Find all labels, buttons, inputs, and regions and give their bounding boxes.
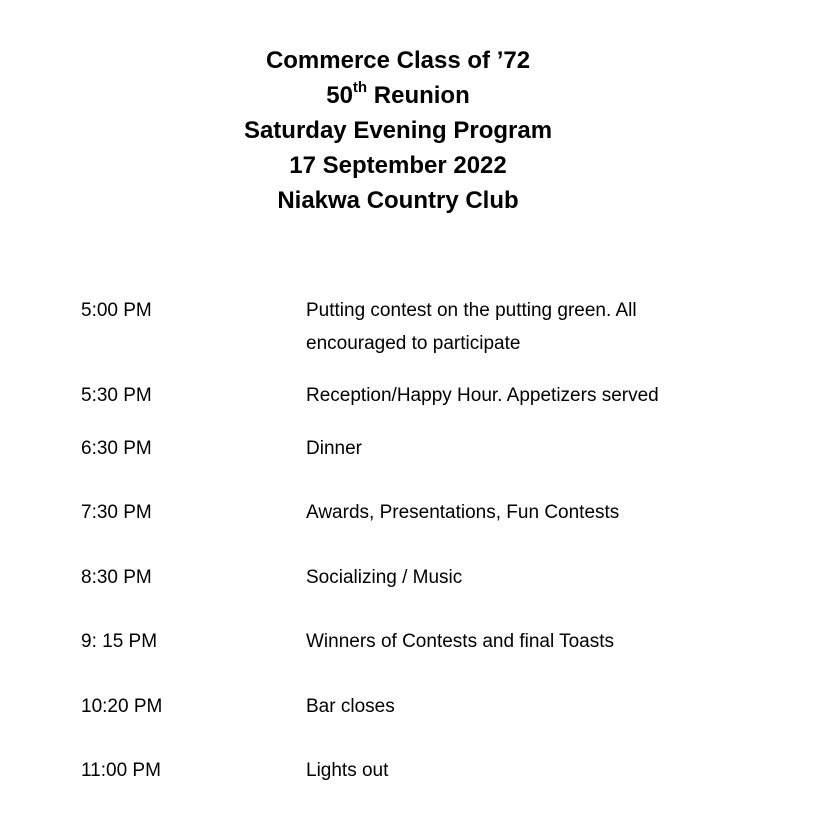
schedule-event: Winners of Contests and final Toasts [306,631,615,652]
schedule-event: Reception/Happy Hour. Appetizers served [306,385,659,406]
schedule-event: Bar closes [306,696,395,717]
schedule-time: 10:20 PM [81,696,163,717]
schedule-time: 5:00 PM [81,300,152,321]
class-title: Commerce Class of ’72 [265,47,531,74]
schedule-event: Putting contest on the putting green. All encouraged to participate [306,300,637,354]
program-title: Saturday Evening Program [243,117,553,144]
schedule-event: Dinner [306,438,362,459]
schedule-time: 6:30 PM [81,438,152,459]
schedule-time: 9: 15 PM [81,631,158,652]
reunion-number: 50 [326,82,353,109]
schedule-time: 11:00 PM [81,760,161,781]
schedule-time: 8:30 PM [81,567,152,588]
event-date: 17 September 2022 [289,152,507,179]
schedule-time: 7:30 PM [81,502,152,523]
schedule-time: 5:30 PM [81,385,152,406]
reunion-word: Reunion [373,82,470,109]
reunion-ordinal-suffix: th [352,79,368,96]
schedule-event: Awards, Presentations, Fun Contests [306,502,620,523]
schedule-event: Socializing / Music [306,567,463,588]
reunion-title [0,78,796,113]
event-venue: Niakwa Country Club [277,187,519,214]
schedule-event: Lights out [306,760,389,781]
program-header [0,43,796,218]
